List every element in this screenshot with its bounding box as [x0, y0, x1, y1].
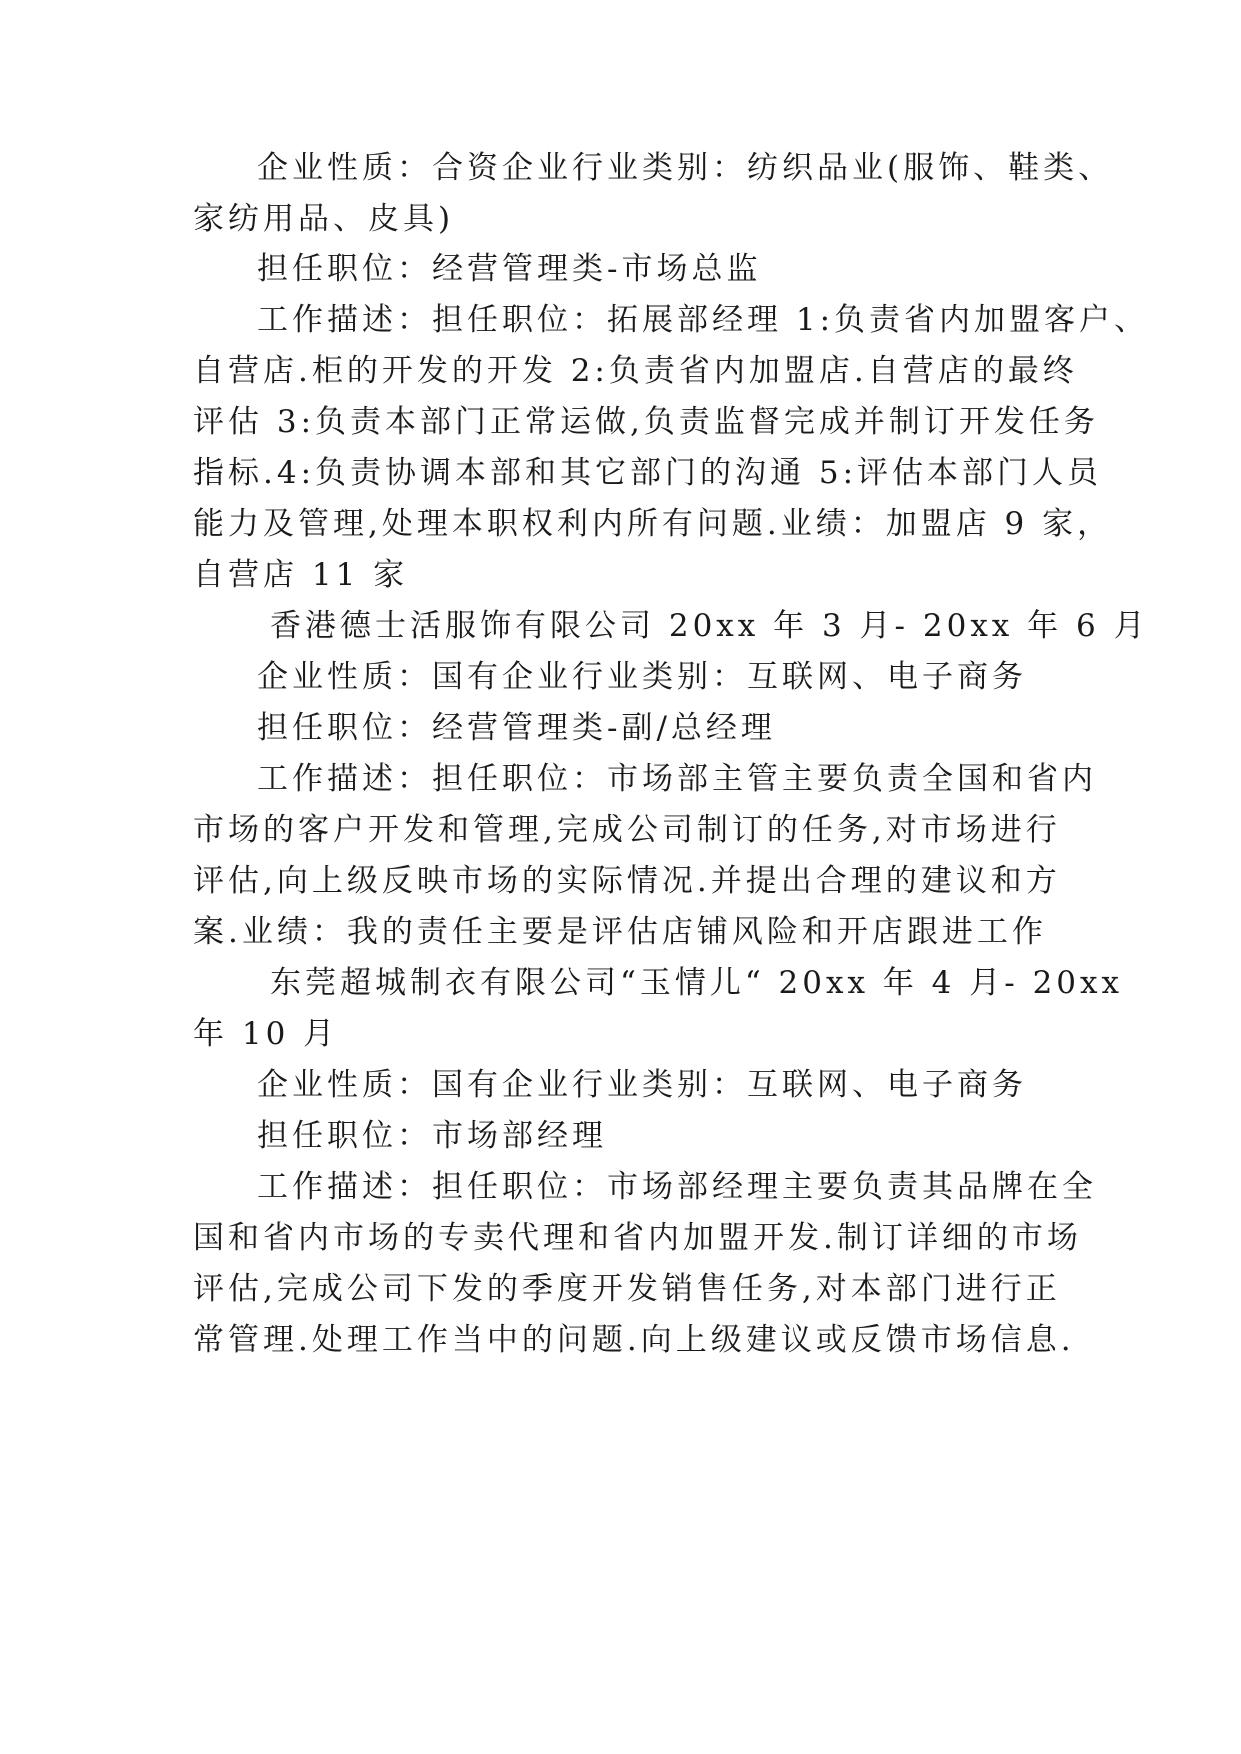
- text-line: 市场的客户开发和管理,完成公司制订的任务,对市场进行: [193, 812, 1061, 848]
- text-line: 常管理.处理工作当中的问题.向上级建议或反馈市场信息.: [193, 1322, 1075, 1358]
- text-line: 自营店 11 家: [193, 557, 409, 593]
- text-line: 评估,向上级反映市场的实际情况.并提出合理的建议和方: [193, 863, 1061, 899]
- text-line: 家纺用品、皮具): [193, 201, 455, 237]
- company-heading: 东莞超城制衣有限公司“玉情儿“ 20xx 年 4 月- 20xx: [270, 965, 1123, 1001]
- text-line: 企业性质：国有企业行业类别：互联网、电子商务: [257, 1067, 1027, 1103]
- company-heading: 香港德士活服饰有限公司 20xx 年 3 月- 20xx 年 6 月: [270, 608, 1149, 644]
- text-line: 评估 3:负责本部门正常运做,负责监督完成并制订开发任务: [193, 404, 1099, 440]
- text-line: 能力及管理,处理本职权利内所有问题.业绩：加盟店 9 家，: [193, 506, 1113, 542]
- text-line: 指标.4:负责协调本部和其它部门的沟通 5:评估本部门人员: [193, 455, 1103, 491]
- text-line: 工作描述：担任职位：市场部经理主要负责其品牌在全: [257, 1169, 1097, 1205]
- text-line: 年 10 月: [193, 1016, 339, 1052]
- text-line: 工作描述：担任职位：市场部主管主要负责全国和省内: [257, 761, 1097, 797]
- text-line: 国和省内市场的专卖代理和省内加盟开发.制订详细的市场: [193, 1220, 1082, 1256]
- text-line: 企业性质：合资企业行业类别：纺织品业(服饰、鞋类、: [257, 150, 1114, 186]
- text-line: 评估,完成公司下发的季度开发销售任务,对本部门进行正: [193, 1271, 1061, 1307]
- text-line: 工作描述：担任职位：拓展部经理 1:负责省内加盟客户、: [257, 302, 1150, 338]
- text-line: 自营店.柜的开发的开发 2:负责省内加盟店.自营店的最终: [193, 353, 1078, 389]
- text-line: 担任职位：经营管理类-副/总经理: [257, 710, 776, 746]
- text-line: 担任职位：经营管理类-市场总监: [257, 251, 762, 287]
- text-line: 企业性质：国有企业行业类别：互联网、电子商务: [257, 659, 1027, 695]
- text-line: 案.业绩：我的责任主要是评估店铺风险和开店跟进工作: [193, 914, 1047, 950]
- text-line: 担任职位：市场部经理: [257, 1118, 607, 1154]
